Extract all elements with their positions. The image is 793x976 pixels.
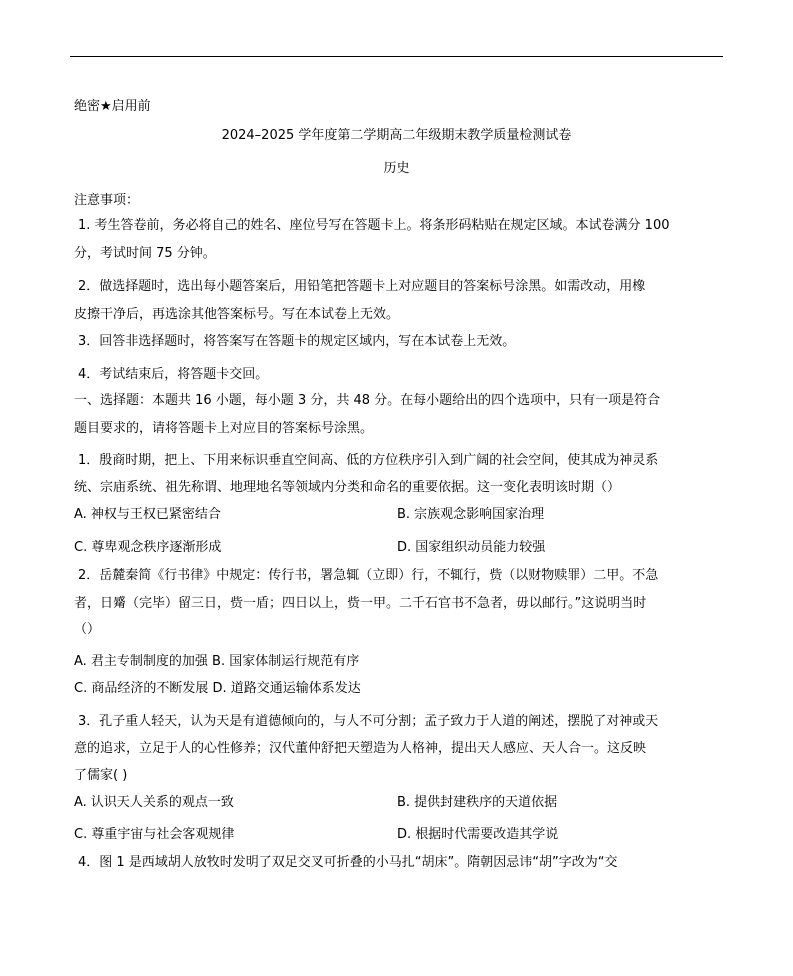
- q2-options-ab: A. 君主专制制度的加强 B. 国家体制运行规范有序: [74, 654, 360, 669]
- q3-stem-line-2: 意的追求，立足于人的心性修养；汉代董仲舒把天塑造为人格神，提出天人感应、天人合一。这反映: [74, 741, 647, 756]
- section-intro-line-2: 题目要求的，请将答题卡上对应目的答案标号涂黑。: [74, 421, 374, 436]
- note-2-line-1: 2．做选择题时，选出每小题答案后，用铅笔把答题卡上对应题目的答案标号涂黑。如需改动，用橡: [78, 279, 646, 294]
- q2-options-cd: C. 商品经济的不断发展 D. 道路交通运输体系发达: [74, 681, 361, 696]
- q4-stem-line-1: 4．图 1 是西域胡人放牧时发明了双足交叉可折叠的小马扎“胡床”。隋朝因忌讳“胡”字改为“交: [78, 855, 618, 870]
- q1-stem-line-2: 统、宗庙系统、祖先称谓、地理地名等领域内分类和命名的重要依据。这一变化表明该时期（）: [74, 480, 621, 495]
- exam-title: 2024–2025 学年度第二学期高二年级期末教学质量检测试卷: [221, 128, 572, 143]
- note-1-line-2: 分，考试时间 75 分钟。: [74, 246, 216, 261]
- q1-option-b: B. 宗族观念影响国家治理: [397, 507, 545, 522]
- q1-option-c: C. 尊卑观念秩序逐渐形成: [74, 540, 222, 555]
- subject-title: 历史: [383, 161, 410, 176]
- q3-option-b: B. 提供封建秩序的天道依据: [397, 795, 558, 810]
- note-2-line-2: 皮擦干净后，再选涂其他答案标号。写在本试卷上无效。: [74, 307, 400, 322]
- section-intro-line-1: 一、选择题：本题共 16 小题，每小题 3 分，共 48 分。在每小题给出的四个选项中，只有一项是符合: [74, 393, 661, 408]
- q3-stem-line-3: 了儒家( ): [74, 768, 128, 783]
- note-1-line-1: 1. 考生答卷前，务必将自己的姓名、座位号写在答题卡上。将条形码粘贴在规定区域。本试卷满分 100: [78, 218, 670, 233]
- q2-stem-line-1: 2．岳麓秦简《行书律》中规定：传行书，署急辄（立即）行，不辄行，赀（以财物赎罪）二甲。不急: [78, 568, 659, 583]
- q3-option-d: D. 根据时代需要改造其学说: [397, 827, 559, 842]
- q1-option-a: A. 神权与王权已紧密结合: [74, 507, 221, 522]
- top-rule: [70, 56, 723, 57]
- q1-option-d: D. 国家组织动员能力较强: [397, 540, 546, 555]
- confidential-label: 绝密★启用前: [74, 99, 151, 114]
- notes-heading: 注意事项：: [74, 193, 140, 208]
- q1-stem-line-1: 1．殷商时期，把上、下用来标识垂直空间高、低的方位秩序引入到广阔的社会空间，使其成为神灵系: [78, 453, 659, 468]
- q2-stem-line-3: （）: [74, 622, 101, 637]
- q3-stem-line-1: 3．孔子重人轻天，认为天是有道德倾向的，与人不可分割；孟子致力于人道的阐述，摆脱了对神或天: [78, 714, 659, 729]
- q3-option-a: A. 认识天人关系的观点一致: [74, 795, 234, 810]
- q3-option-c: C. 尊重宇宙与社会客观规律: [74, 827, 235, 842]
- note-4: 4．考试结束后，将答题卡交回。: [78, 367, 269, 382]
- q2-stem-line-2: 者，日觱（完毕）留三日，赀一盾；四日以上，赀一甲。二千石官书不急者，毋以邮行。”这说明当时: [74, 596, 647, 611]
- note-3: 3．回答非选择题时，将答案写在答题卡的规定区域内，写在本试卷上无效。: [78, 334, 516, 349]
